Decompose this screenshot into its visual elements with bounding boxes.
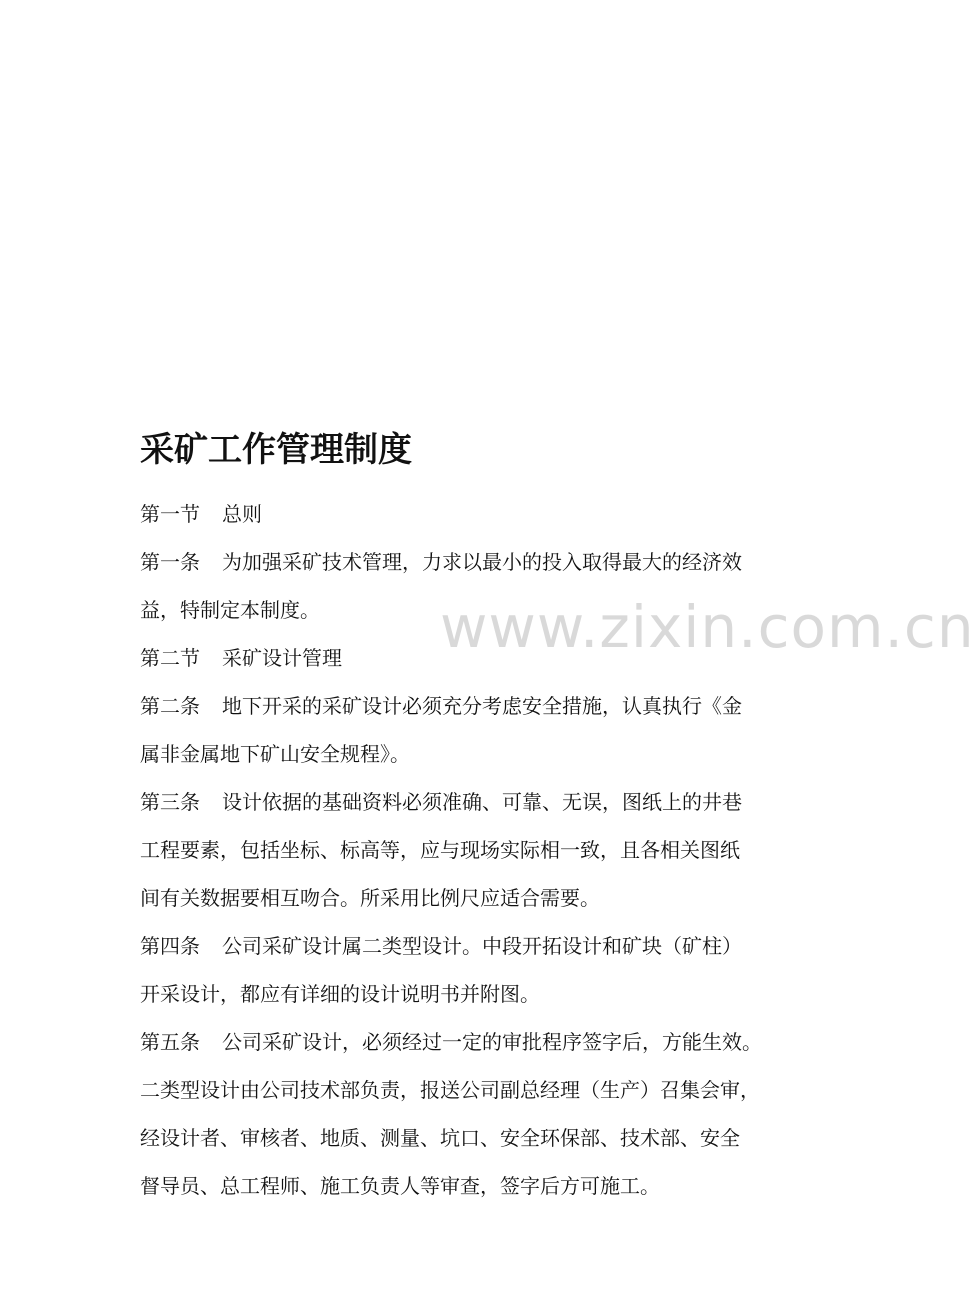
article-line (140, 682, 782, 730)
document-body (140, 424, 782, 1210)
article-line (140, 1066, 782, 1114)
article-text: 益，特制定本制度。 (140, 598, 320, 622)
article-line (140, 538, 782, 586)
article-line (140, 586, 782, 634)
article-text: 属非金属地下矿山安全规程》。 (140, 742, 410, 766)
document-title: 采矿工作管理制度 (140, 430, 412, 470)
article-text: 设计依据的基础资料必须准确、可靠、无误，图纸上的井巷 (222, 790, 742, 814)
section-label: 第二节 (140, 646, 200, 670)
article-text: 为加强采矿技术管理，力求以最小的投入取得最大的经济效 (222, 550, 742, 574)
article-label: 第五条 (140, 1030, 200, 1054)
article-text: 公司采矿设计属二类型设计。中段开拓设计和矿块（矿柱） (222, 934, 742, 958)
article-line (140, 778, 782, 826)
article-label: 第一条 (140, 550, 200, 574)
article-line (140, 874, 782, 922)
article-text: 二类型设计由公司技术部负责，报送公司副总经理（生产）召集会审， (140, 1078, 760, 1102)
article-text: 公司采矿设计，必须经过一定的审批程序签字后，方能生效。 (222, 1030, 762, 1054)
article-line (140, 1114, 782, 1162)
article-text: 工程要素，包括坐标、标高等，应与现场实际相一致，且各相关图纸 (140, 838, 740, 862)
section-heading (140, 490, 782, 538)
article-text: 经设计者、审核者、地质、测量、坑口、安全环保部、技术部、安全 (140, 1126, 740, 1150)
section-title: 采矿设计管理 (222, 646, 342, 670)
section-title: 总则 (222, 502, 262, 526)
article-line (140, 922, 782, 970)
section-label: 第一节 (140, 502, 200, 526)
article-text: 督导员、总工程师、施工负责人等审查，签字后方可施工。 (140, 1174, 660, 1198)
article-line (140, 970, 782, 1018)
article-line (140, 1162, 782, 1210)
article-text: 开采设计，都应有详细的设计说明书并附图。 (140, 982, 540, 1006)
article-label: 第四条 (140, 934, 200, 958)
article-text: 地下开采的采矿设计必须充分考虑安全措施，认真执行《金 (222, 694, 742, 718)
article-line (140, 826, 782, 874)
article-text: 间有关数据要相互吻合。所采用比例尺应适合需要。 (140, 886, 600, 910)
watermark: www.zixin.com.cn (440, 593, 975, 661)
article-label: 第二条 (140, 694, 200, 718)
article-line (140, 1018, 782, 1066)
article-label: 第三条 (140, 790, 200, 814)
section-heading (140, 634, 782, 682)
article-line (140, 730, 782, 778)
